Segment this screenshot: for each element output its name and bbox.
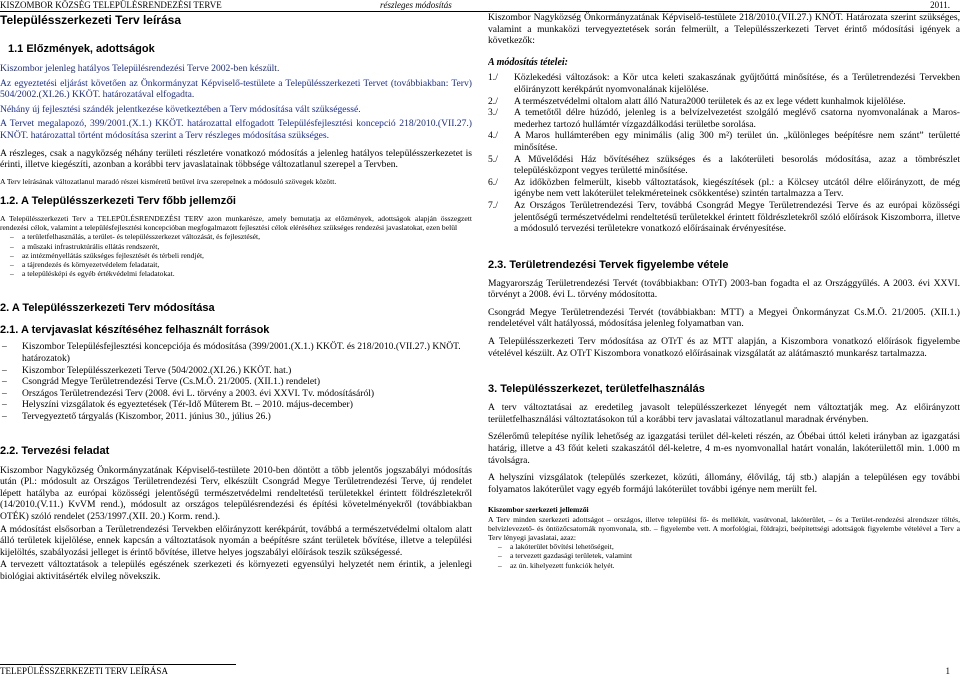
s1-paragraph-3: Néhány új fejlesztési szándék jelentkezése következtében a Terv módosítása vált szükségessé. xyxy=(0,103,361,115)
section-2-1-heading: 2.1. A tervjavaslat készítéséhez felhasznált források xyxy=(0,324,270,337)
page-header xyxy=(0,0,960,12)
list-item: – Országos Területrendezési Terv (2008. évi L. törvény a 2003. évi XXVI. Tv. módosításáról) xyxy=(0,388,472,400)
list-item: 6./ Az időközben felmerült, kisebb változtatások, kiegészítések (pl.: a Kölcsey utcától délre előirányzott, de még igénybe nem vett lakóterület telekméreteinek csökkentése) szintén tartalmazza a Terv. xyxy=(488,176,960,200)
page-number: 1 xyxy=(945,666,950,676)
header-left: KISZOMBOR KÖZSÉG TELEPÜLÉSRENDEZÉSI TERVE xyxy=(0,0,222,10)
list-item: 2./ A természetvédelmi oltalom alatt álló Natura2000 területek és az ex lege védett kunhalmok kijelölése. xyxy=(488,95,906,107)
section-1-2-heading: 1.2. A Településszerkezeti Terv főbb jellemzői xyxy=(0,194,236,207)
list-item: – Kiszombor Településfejlesztési koncepciója és módosítása (399/2001.(X.1.) KKÖT. és 218/2010.(VII.27.) KNÖT. határozatok) xyxy=(0,341,472,364)
list-item: – Csongrád Megye Területrendezési Terve (Cs.M.Ö. 21/2005. (XII.1.) rendelet) xyxy=(0,376,472,388)
s1-paragraph-4: A Tervet megalapozó, 399/2001.(X.1.) KKÖT. határozattal elfogadott Településfejlesztési koncepció 218/2010.(VII.27.) KNÖT. határozattal történt módosítása szerint a Terv részleges módosítása szükséges. xyxy=(0,118,472,141)
list-item: – a lakóterület bővítési lehetőségeit, xyxy=(488,542,960,551)
s22-paragraph-1: Kiszombor Nagyközség Önkormányzatának Képviselő-testülete 2010-ben döntött a több jelentős jogszabályi módosítás után (Pl.: módosult az Országos Területrendezési Terv, elkészült Csongrád Megye Területrendezési Terve, új rendelet lépett hatályba az európai közösségi jelentőségű természetvédelmi rendeltetésű területekkel érintett földrészletekről (14/2010.(V.11.) KvVM rend.), módosult az országos településrendezési és építési követelményekről (továbbiakban OTÉK) szóló rendelet (253/1997.(XII. 20.) Korm. rend.). xyxy=(0,464,472,522)
list-item: – a tájrendezés és környezetvédelem feladatait, xyxy=(0,260,472,269)
page-footer xyxy=(0,664,960,678)
list-item: 4./ A Maros hullámterében egy minimális (alig 300 m²) terület ún. „különleges beépítésre nem szánt” területté minősítése. xyxy=(488,130,960,153)
list-item: – a területfelhasználás, a terület- és településszerkezet változását, és fejlesztését, xyxy=(0,232,472,241)
section-2-3-heading: 2.3. Területrendezési Tervek figyelembe vétele xyxy=(488,258,729,271)
section-3-heading: 3. Településszerkezet, területfelhasználás xyxy=(488,383,705,396)
structure-list xyxy=(488,542,960,570)
s1-paragraph-1: Kiszombor jelenleg hatályos Településrendezési Terve 2002-ben készült. xyxy=(0,63,280,74)
s23-paragraph-3: A Településszerkezeti Terv módosítása az OTrT és az MTT alapján, a Kiszombora vonatkozó előírások figyelembe vételével készült. Az OTrT Kiszombora vonatkozó előírásainak vizsgálatát az alátámasztó munkarész tartalmazza. xyxy=(488,336,960,359)
left-column xyxy=(0,12,472,664)
list-item: – Tervegyeztető tárgyalás (Kiszombor, 2011. június 30., július 26.) xyxy=(0,411,472,423)
list-item: – az intézményellátás szükséges fejlesztését és térbeli rendjét, xyxy=(0,251,472,260)
list-item: – a műszaki infrastruktúrális ellátás rendszerét, xyxy=(0,242,472,251)
list-item: – a településképi és egyéb értékvédelmi feladatokat. xyxy=(0,269,472,278)
modifications-heading: A módosítás tételei: xyxy=(488,56,568,68)
section-1-1-heading: 1.1 Előzmények, adottságok xyxy=(8,43,155,55)
list-item: 3./ A temetőtől délre húzódó, jelenleg is a belvízelvezetést szolgáló meglévő csatorna nyomvonalának a Maros-mederhez tartozó hullámtér vízgazdálkodási területbe sorolása. xyxy=(488,107,960,130)
section-2-2-heading: 2.2. Tervezési feladat xyxy=(0,444,110,457)
document-title: Településszerkezeti Terv leírása xyxy=(0,13,181,27)
header-middle: részleges módosítás xyxy=(380,0,452,10)
s1-paragraph-5: A részleges, csak a nagyközség néhány területi részletére vonatkozó módosítás a jelenleg hatályos településszerkezetet is érinti, illetve kiegészíti, azonban a korábbi terv javaslatainak többsége változatlanul szerepel a Tervben. xyxy=(0,147,472,171)
s1-paragraph-2: Az egyeztetési eljárást követően az Önkormányzat Képviselő-testülete a Településszerkezeti Tervet (továbbiakban: Terv) 504/2002.(XI.26.) KKÖT. határozatával elfogadta. xyxy=(0,77,472,101)
list-item: – az ún. kihelyezett funkciók helyét. xyxy=(488,561,960,570)
footer-rule xyxy=(0,664,236,665)
list-item: – Kiszombor Településszerkezeti Terve (504/2002.(XI.26.) KKÖT. hat.) xyxy=(0,365,472,377)
s12-paragraph: A Településszerkezeti Terv a TELEPÜLÉSRENDEZÉSI TERV azon munkarésze, amely bemutatja az előzmények, adottságok alapján összegzett rendezési célok, valamint a településfejlesztési koncepcióban megfogalmazott fejlesztési célok eléréséhez szükséges rendezési javaslatokat, ezen belül xyxy=(0,213,472,233)
list-item: 5./ A Művelődési Ház bővítéséhez szükséges és a lakóterületi besorolás módosítása, azaz a tömbrészlet településközpont vegyes területté minősítése. xyxy=(488,153,960,177)
s3-paragraph-3: A helyszíni vizsgálatok (település szerkezet, közúti, állomány, élővilág, táj stb.) alapján a településen egy további folyamatos lakóterület vagy egyéb formájú lakóterület további igénye nem merült fel. xyxy=(488,472,960,495)
right-intro: Kiszombor Nagyközség Önkormányzatának Képviselő-testülete 218/2010.(VII.27.) KNÖT. Határozata szerint szükséges, valamint a munkaközi tervegyeztetések során felmerült, a Településszerkezeti Tervet érintő módosítási igények a következők: xyxy=(488,12,960,47)
section-2-heading: 2. A Településszerkezeti Terv módosítása xyxy=(0,302,215,315)
s23-paragraph-2: Csongrád Megye Területrendezési Tervét (továbbiakban: MTT) a Megyei Önkormányzat Cs.M.Ö. 21/2005. (XII.1.) rendeletével vált hatályossá, módosítása jelenleg folyamatban van. xyxy=(488,306,960,330)
s3-paragraph-2: Szélerőmű telepítése nyílik lehetőség az igazgatási terület dél-keleti részén, az Óbébai úttól keleti irányban az igazgatási határig, illetve a 43 főút keleti szakaszától dél-keletre, 4 m-es nyomvonallal határt vonalán, lakóterülettől min. 1.000 m távolságra. xyxy=(488,431,960,466)
right-column xyxy=(488,12,960,664)
list-item: – a tervezett gazdasági területek, valamint xyxy=(488,551,960,560)
list-item: 1./ Közlekedési változások: a Kör utca keleti szakaszának gyűjtőúttá minősítése, és a Területrendezési Tervekben előirányzott kerékpárút nyomvonalának kijelölése. xyxy=(488,72,960,95)
s23-paragraph-1: Magyarország Területrendezési Tervét (továbbiakban: OTrT) 2003-ban fogadta el az Országgyűlés. A 2003. évi XXVI. törvényt a 2008. évi L. törvény módosította. xyxy=(488,277,960,301)
s1-note: A Terv leírásának változatlanul maradó részei kisméretű betűvel írva szerepelnek a módosuló szövegek között. xyxy=(0,176,337,186)
s22-paragraph-3: A tervezett változtatások a település egészének szerkezeti és környezeti egyensúlyi helyzetét nem érintik, a jelenlegi biológiai aktivitásérték elvileg növekszik. xyxy=(0,559,472,582)
modifications-list xyxy=(488,72,960,234)
structure-heading: Kiszombor szerkezeti jellemzői xyxy=(488,505,589,515)
s3-paragraph-1: A terv változtatásai az eredetileg javasolt településszerkezet lényegét nem változtatják meg. Az előirányzott területfelhasználási változtatásokon túl a korábbi terv javaslatai változatlanul maradnak érvényben. xyxy=(488,402,960,425)
list-item: – Helyszíni vizsgálatok és egyeztetések (Tér-Idő Műterem Bt. – 2010. május-december) xyxy=(0,399,472,411)
s22-paragraph-2: A módosítást elsősorban a Területrendezési Tervekben előirányzott kerékpárút, továbbá a természetvédelmi oltalom alatt álló területek kijelölése, ennek kapcsán a változtatások nyomán a beépítésre szánt területek bővítése, illetve a települési kijelöltés, szabályozási jelleget is érintő bővítése, illetve helyes jogszabályi előírások teszik szükségessé. xyxy=(0,523,472,558)
header-right: 2011. xyxy=(930,0,950,10)
s12-list xyxy=(0,232,472,278)
list-item: 7./ Az Országos Területrendezési Terv, továbbá Csongrád Megye Területrendezési Terve és az európai közösségi jelentőségű természetvédelmi rendeltetésű területekkel érintett földrészletekről szóló előírások Kiszomborra, illetve a módosuló tervezési területekre vonatkozó előírásainak érvényesítése. xyxy=(488,199,960,235)
structure-paragraph: A Terv minden szerkezeti adottságot – országos, illetve települési fő- és mellékút, vasútvonal, lakóterület, – és a Terület-rendezési alrendszer töltés, belvízlevezető- és öntözőcsatornák nyomvonala, stb. – figyelembe vett. A morfológiai, földrajzi, beépítettségi adottságok figyelembe vételével a Terv a Terv lényegi javaslatai, azaz: xyxy=(488,514,960,543)
footer-left: TELEPÜLÉSSZERKEZETI TERV LEÍRÁSA xyxy=(0,666,168,676)
sources-list xyxy=(0,341,472,422)
